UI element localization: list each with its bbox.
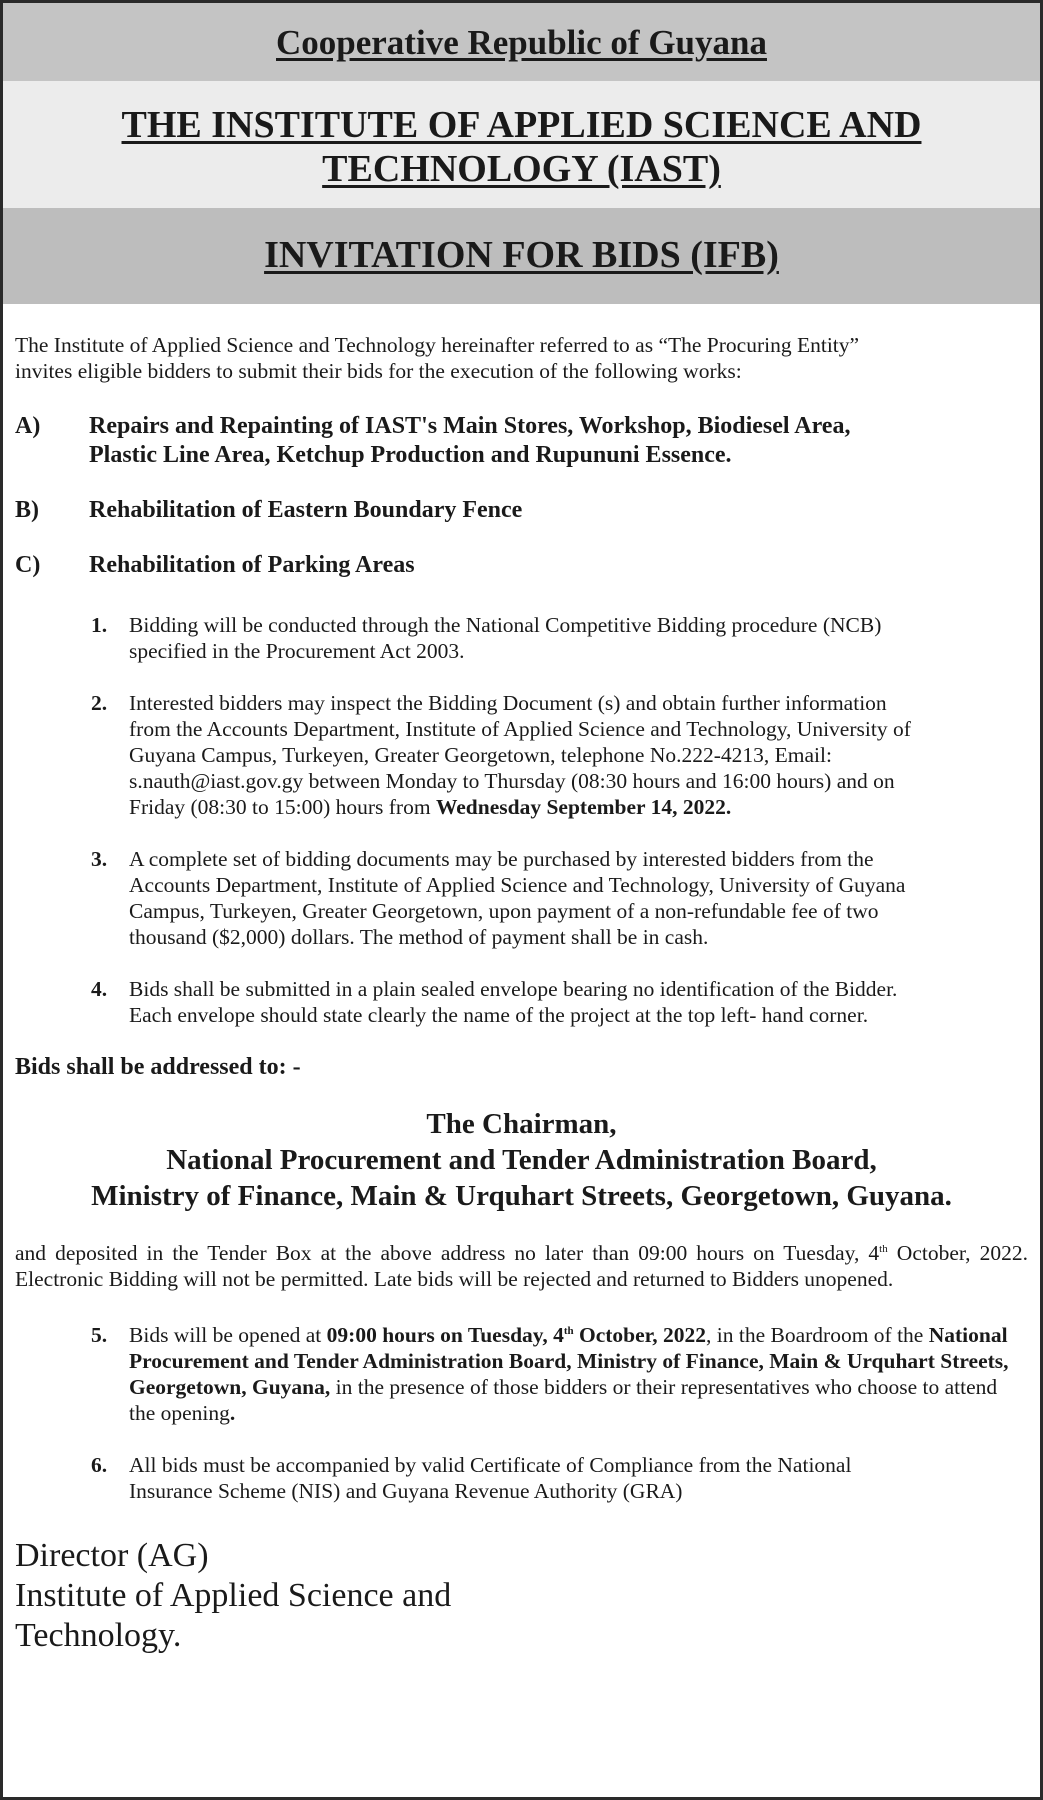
work-item-a — [15, 412, 1028, 470]
clause-line: from the Accounts Department, Institute of Applied Science and Technology, University of — [129, 717, 911, 741]
intro-line: invites eligible bidders to submit their bids for the execution of the following works: — [15, 359, 742, 383]
clause-number: 1. — [91, 613, 108, 637]
clause-text — [129, 1322, 1028, 1426]
clause-number: 6. — [91, 1453, 108, 1477]
clause-text-run: , in the Boardroom of the — [706, 1323, 929, 1347]
clause-number: 3. — [91, 847, 108, 871]
work-item-text — [89, 412, 1028, 470]
clause-1 — [91, 612, 1028, 664]
opening-time: 09:00 hours on Tuesday, 4 — [326, 1323, 564, 1347]
notice-title-banner — [3, 208, 1040, 304]
clause-number: 2. — [91, 691, 108, 715]
clause-text-run: Friday (08:30 to 15:00) hours from — [129, 795, 436, 819]
clause-text — [129, 976, 1028, 1028]
intro-paragraph — [15, 332, 1028, 384]
deposit-text: and deposited in the Tender Box at the above address no later than 09:00 hours on Tuesday, 4 — [15, 1241, 880, 1265]
clause-text — [129, 1452, 1028, 1504]
clause-line: All bids must be accompanied by valid Certificate of Compliance from the National — [129, 1453, 852, 1477]
clause-line: Bids shall be submitted in a plain sealed envelope bearing no identification of the Bidder. — [129, 977, 898, 1001]
clause-2 — [91, 690, 1028, 820]
signatory-org: Institute of Applied Science and — [15, 1577, 452, 1614]
address-line: The Chairman, — [426, 1108, 617, 1140]
signature-block — [15, 1536, 1028, 1656]
opening-venue: National Procurement and Tender Administration Board, Ministry of Finance, Main & Urquhart Streets, Georgetown, Guyana, — [129, 1323, 1009, 1399]
clause-line: Guyana Campus, Turkeyen, Greater Georgetown, telephone No.222-4213, Email: — [129, 743, 832, 767]
clause-line: Bidding will be conducted through the National Competitive Bidding procedure (NCB) — [129, 613, 882, 637]
work-item-text: Rehabilitation of Parking Areas — [89, 552, 415, 578]
clause-line: Accounts Department, Institute of Applied Science and Technology, University of Guyana — [129, 873, 906, 897]
work-item-letter: C) — [15, 552, 41, 578]
clause-line: s.nauth@iast.gov.gy between Monday to Thursday (08:30 hours and 16:00 hours) and on — [129, 769, 895, 793]
clause-text-run: in the presence of those bidders or their representatives who choose to attend the opening — [129, 1375, 998, 1425]
address-heading: Bids shall be addressed to: - — [15, 1054, 301, 1080]
opening-date: October, 2022 — [573, 1323, 706, 1347]
work-item-text: Rehabilitation of Eastern Boundary Fence — [89, 497, 523, 523]
work-item-line: Repairs and Repainting of IAST's Main Stores, Workshop, Biodiesel Area, — [89, 413, 851, 439]
institute-title-line-1: THE INSTITUTE OF APPLIED SCIENCE AND — [121, 104, 922, 146]
notice-body — [3, 304, 1040, 1656]
work-item-letter: A) — [15, 413, 41, 439]
clause-4 — [91, 976, 1028, 1028]
clause-text-run: . — [229, 1401, 236, 1425]
clause-line: thousand ($2,000) dollars. The method of payment shall be in cash. — [129, 925, 709, 949]
clause-6 — [91, 1452, 1028, 1504]
work-item-letter: B) — [15, 497, 39, 523]
clause-number: 5. — [91, 1323, 108, 1347]
clause-text — [129, 846, 1028, 950]
work-item-b — [15, 496, 1028, 525]
clause-line: Interested bidders may inspect the Bidding Document (s) and obtain further information — [129, 691, 887, 715]
clause-line — [129, 794, 1028, 820]
clause-number: 4. — [91, 977, 108, 1001]
institute-banner — [3, 81, 1040, 208]
notice-title: INVITATION FOR BIDS (IFB) — [264, 234, 779, 276]
clause-line: Campus, Turkeyen, Greater Georgetown, upon payment of a non-refundable fee of two — [129, 899, 879, 923]
intro-line: The Institute of Applied Science and Technology hereinafter referred to as “The Procuring Entity” — [15, 333, 860, 357]
signatory-title: Director (AG) — [15, 1537, 209, 1574]
signatory-org: Technology. — [15, 1617, 182, 1654]
address-line: Ministry of Finance, Main & Urquhart Streets, Georgetown, Guyana. — [91, 1180, 952, 1212]
clause-5 — [91, 1322, 1028, 1426]
deposit-text: October, 2022. Electronic Bidding will not be permitted. Late bids will be rejected and returned to Bidders unopened. — [15, 1241, 1028, 1291]
country-banner — [3, 3, 1040, 81]
clause-line: Insurance Scheme (NIS) and Guyana Revenue Authority (GRA) — [129, 1479, 683, 1503]
work-item-line: Plastic Line Area, Ketchup Production and Rupununi Essence. — [89, 442, 732, 468]
opening-date: Wednesday September 14, 2022. — [435, 795, 732, 819]
ordinal-suffix: th — [563, 1324, 574, 1337]
ordinal-suffix: th — [879, 1242, 888, 1255]
clause-text — [129, 690, 1028, 820]
work-item-c — [15, 551, 1028, 580]
country-title: Cooperative Republic of Guyana — [276, 23, 767, 62]
clause-line: specified in the Procurement Act 2003. — [129, 639, 465, 663]
address-line: National Procurement and Tender Administration Board, — [166, 1144, 877, 1176]
clause-line: Each envelope should state clearly the name of the project at the top left- hand corner. — [129, 1003, 869, 1027]
institute-title-line-2: TECHNOLOGY (IAST) — [322, 148, 721, 190]
clause-text — [129, 612, 1028, 664]
clause-text-run: Bids will be opened at — [129, 1323, 327, 1347]
address-block — [15, 1106, 1028, 1214]
clause-3 — [91, 846, 1028, 950]
deposit-paragraph — [15, 1240, 1028, 1292]
clause-line: A complete set of bidding documents may be purchased by interested bidders from the — [129, 847, 874, 871]
